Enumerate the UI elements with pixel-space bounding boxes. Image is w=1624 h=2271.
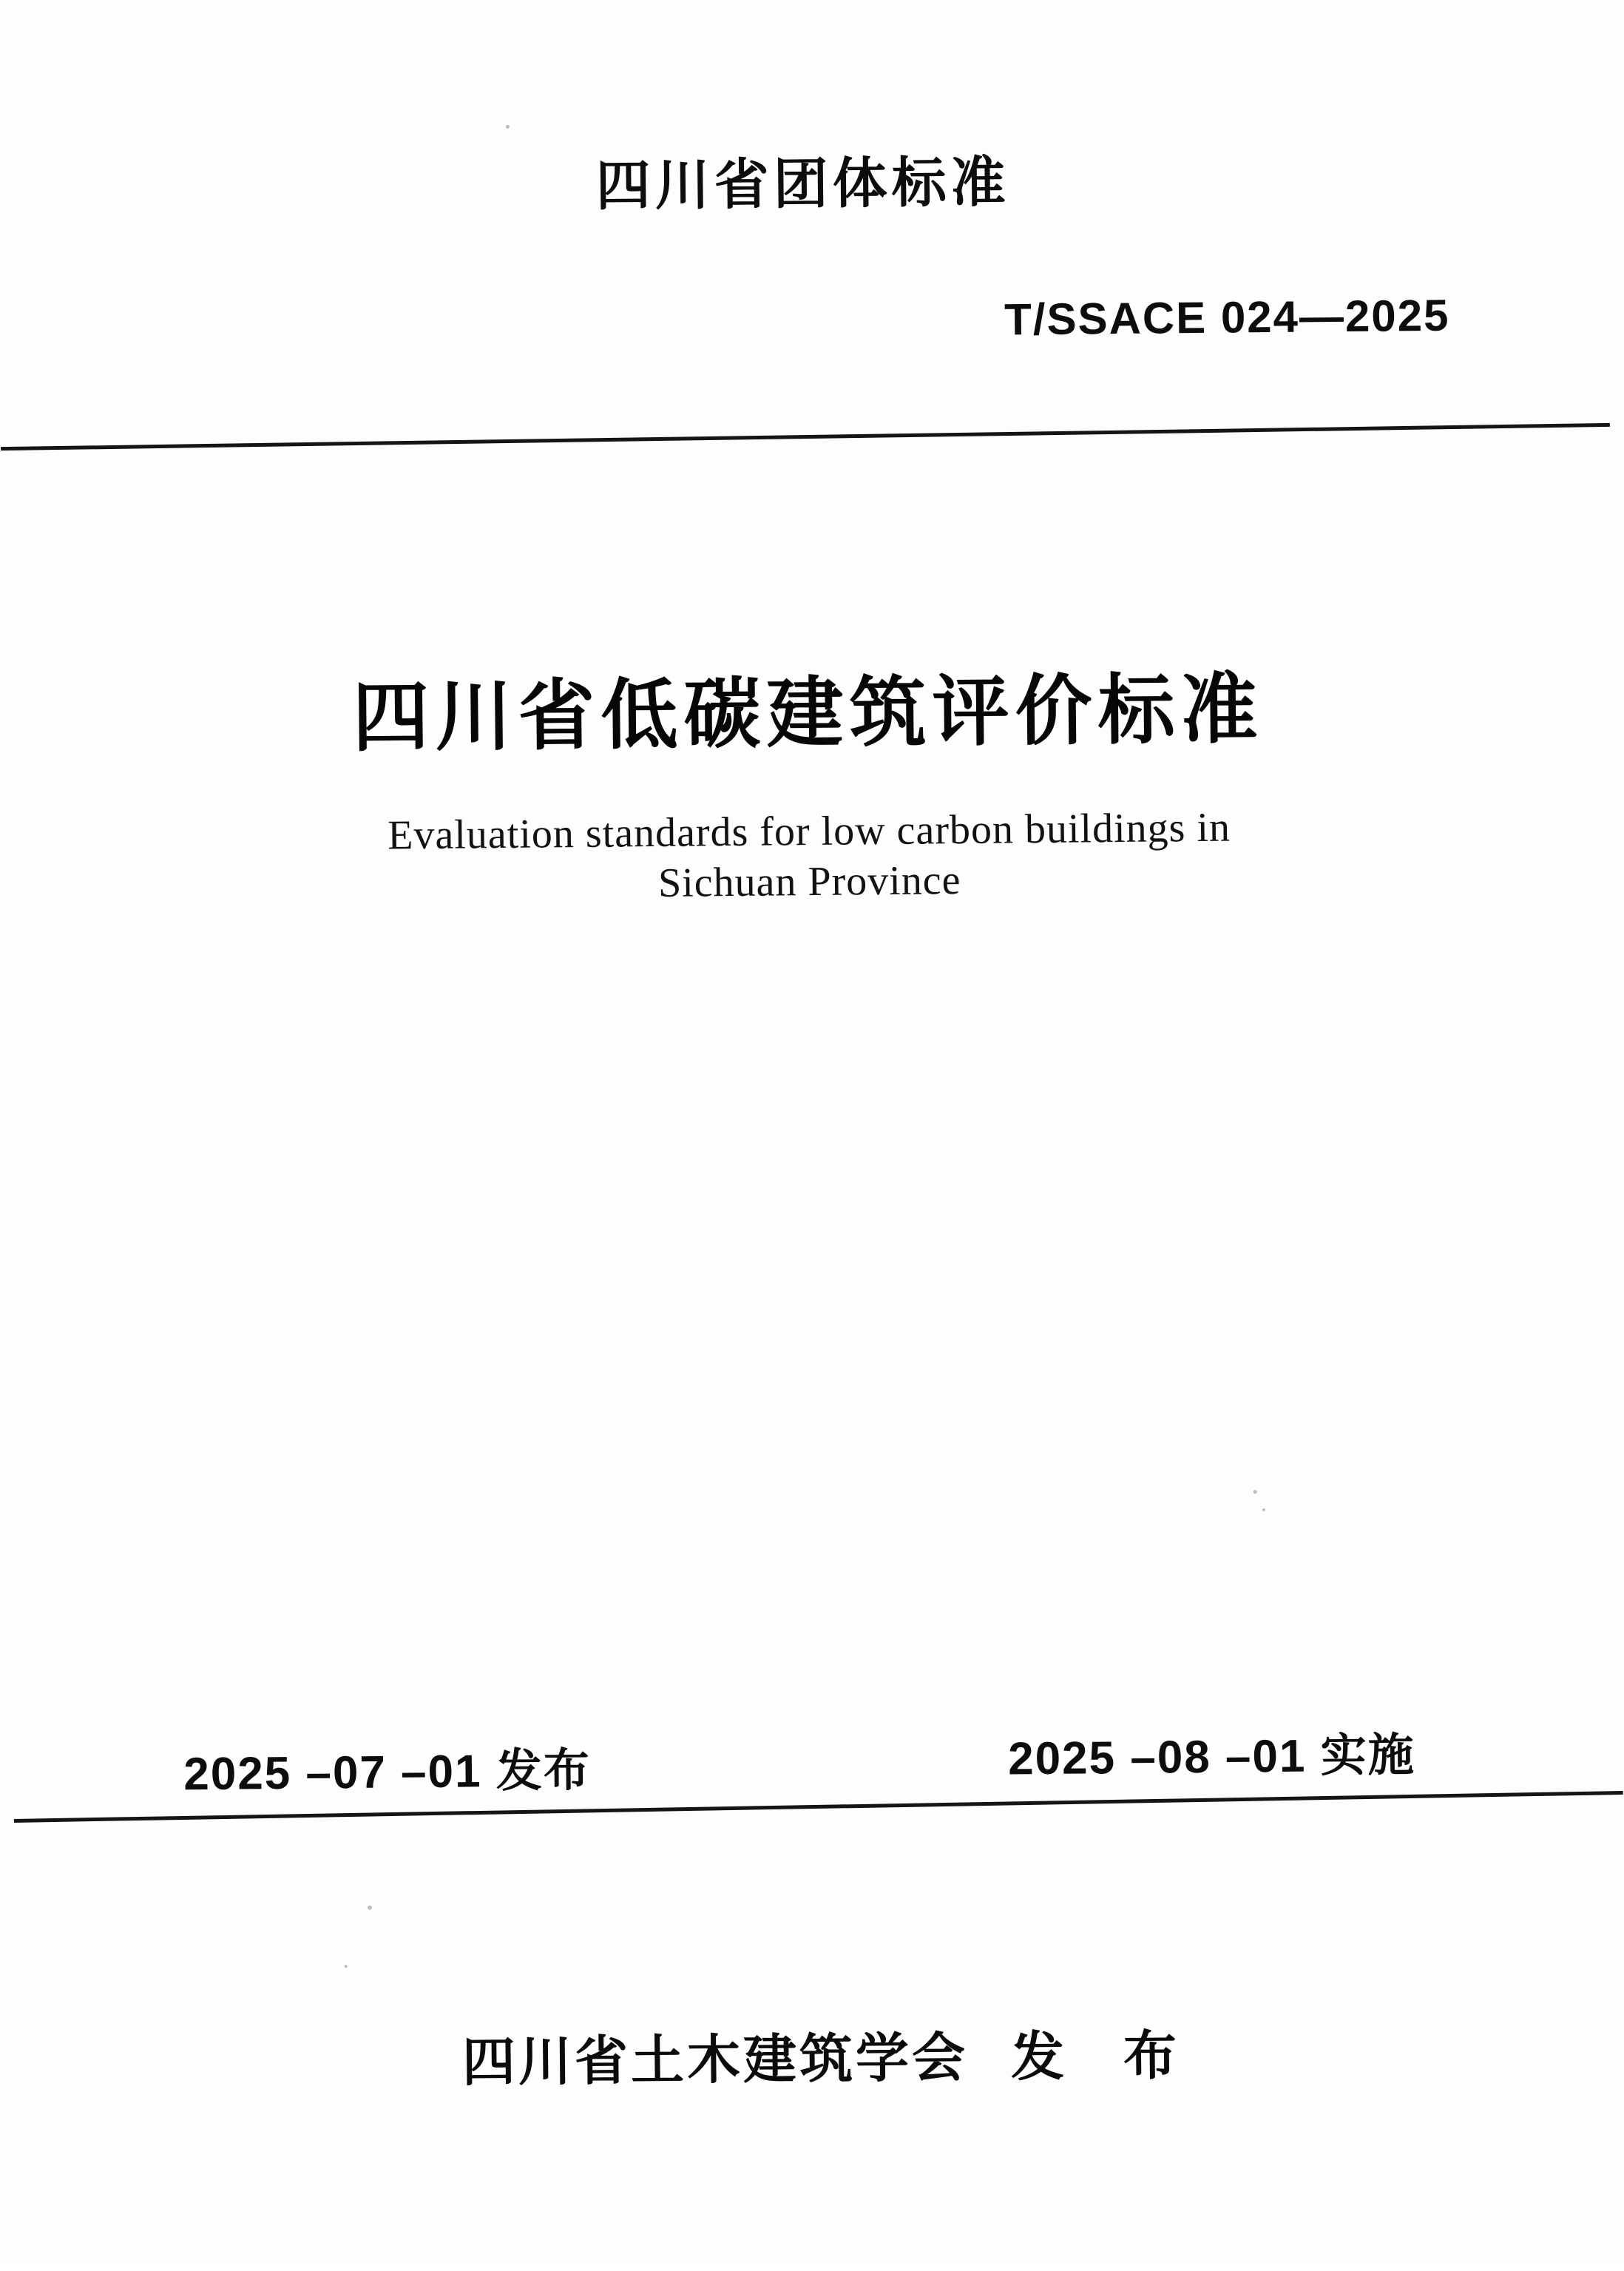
publisher-spacer [968, 2075, 1011, 2076]
publisher-line [9, 2008, 1624, 2100]
scan-speck [506, 125, 510, 129]
standard-code: T/SSACE 024—2025 [1004, 290, 1450, 345]
publisher-name: 四川省土木建筑学会 [461, 2028, 969, 2093]
header-divider-rule [1, 423, 1610, 451]
document-title-english-line-2: Sichuan Province [657, 857, 961, 907]
scan-speck [368, 1906, 372, 1910]
scan-speck [1262, 1508, 1265, 1511]
standard-series-heading: 四川省团体标准 [595, 151, 1011, 217]
scan-speck [1253, 1490, 1257, 1494]
publisher-action: 发 布 [1010, 2026, 1180, 2088]
effective-date: 2025 –08 –01 实施 [1007, 1730, 1415, 1785]
scan-speck [345, 1965, 348, 1968]
document-title-english-line-1: Evaluation standards for low carbon buildings in [387, 804, 1231, 859]
issue-date: 2025 –07 –01 发布 [183, 1744, 592, 1801]
document-title-english [263, 801, 1356, 913]
document-title-chinese: 四川省低碳建筑评价标准 [352, 667, 1265, 761]
